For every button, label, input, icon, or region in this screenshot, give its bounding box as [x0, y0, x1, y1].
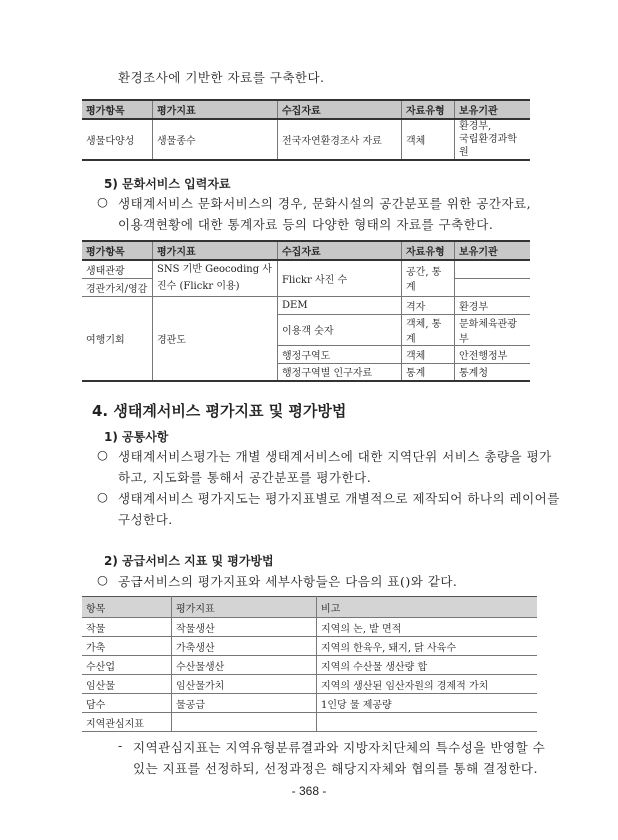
cell: 객체, 통계	[402, 314, 455, 345]
col-header: 보유기관	[455, 100, 531, 119]
cell: 지역의 수산물 생산량 합	[317, 656, 538, 675]
body-text: 하고, 지도화를 통해서 공간분포를 평가한다.	[118, 470, 372, 485]
body-text: 구성한다.	[118, 512, 173, 527]
table-row	[82, 637, 537, 656]
cell	[455, 119, 531, 160]
dash-mark: -	[118, 738, 123, 753]
cell-line: 국립환경과학원	[459, 134, 517, 158]
bullet-mark: ○	[97, 194, 109, 209]
cell: 작물생산	[172, 618, 317, 637]
cell: 공간, 통계	[402, 260, 455, 296]
cell: 통계	[402, 363, 455, 381]
cell: 문화체육관광부	[455, 314, 531, 345]
col-header: 수집자료	[278, 241, 402, 260]
cell: 지역의 논, 밭 면적	[317, 618, 538, 637]
cell: 객체	[402, 345, 455, 363]
note-text: 있는 지표를 선정하되, 선정과정은 해당지자체와 협의를 통해 결정한다.	[133, 761, 538, 776]
cell-line: 환경부,	[459, 121, 492, 132]
cell: 이용객 숫자	[278, 314, 402, 345]
cell: Flickr 사진 수	[278, 260, 402, 296]
cell	[317, 713, 538, 732]
page-number: - 368 -	[291, 784, 327, 798]
bullet-mark: ○	[97, 447, 109, 462]
table-header	[82, 100, 530, 119]
cell: 경관가치/영감	[82, 278, 153, 296]
body-text: 공급서비스의 평가지표와 세부사항들은 다음의 표()와 같다.	[118, 574, 458, 589]
col-header: 수집자료	[278, 100, 402, 119]
cell: 수산업	[82, 656, 172, 675]
table-row	[82, 675, 537, 694]
cell: 생태관광	[82, 260, 153, 278]
table-culture-data	[82, 240, 530, 382]
cell	[172, 713, 317, 732]
cell: 격자	[402, 296, 455, 314]
table-row	[82, 656, 537, 675]
cell: 여행기회	[82, 296, 153, 381]
cell: 임산물가치	[172, 675, 317, 694]
cell: 지역의 한육우, 돼지, 닭 사육수	[317, 637, 538, 656]
col-header: 평가지표	[153, 241, 278, 260]
chapter-heading: 4. 생태계서비스 평가지표 및 평가방법	[92, 402, 347, 420]
body-text: 생태계서비스 문화서비스의 경우, 문화시설의 공간분포를 위한 공간자료,	[118, 196, 532, 211]
cell: 행정구역도	[278, 345, 402, 363]
col-header: 평가항목	[82, 100, 153, 119]
cell: SNS 기반 Geocoding 사진수 (Flickr 이용)	[153, 260, 278, 296]
table-supply-indicators	[82, 596, 537, 732]
bullet-mark: ○	[97, 489, 109, 504]
intro-line: 환경조사에 기반한 자료를 구축한다.	[118, 70, 325, 85]
section-heading: 2) 공급서비스 지표 및 평가방법	[104, 554, 274, 568]
body-text: 생태계서비스 평가지도는 평가지표별로 개별적으로 제작되어 하나의 레이어를	[118, 491, 560, 506]
cell: 생물종수	[153, 119, 278, 160]
table-row	[82, 296, 530, 314]
cell: 수산물생산	[172, 656, 317, 675]
cell: 행정구역별 인구자료	[278, 363, 402, 381]
cell: 객체	[402, 119, 455, 160]
cell	[455, 260, 531, 278]
cell: 작물	[82, 618, 172, 637]
cell: 임산물	[82, 675, 172, 694]
cell	[455, 278, 531, 296]
cell: 지역의 생산된 임산자원의 경제적 가치	[317, 675, 538, 694]
cell: 가축생산	[172, 637, 317, 656]
cell: 1인당 물 제공량	[317, 694, 538, 713]
section-heading: 1) 공통사항	[104, 430, 169, 444]
col-header: 자료유형	[402, 241, 455, 260]
table-natural-data	[82, 99, 530, 161]
col-header: 평가지표	[153, 100, 278, 119]
note-text: 지역관심지표는 지역유형분류결과와 지방자치단체의 특수성을 반영할 수	[133, 740, 546, 755]
cell: 통계청	[455, 363, 531, 381]
table-header	[82, 597, 537, 618]
body-text: 이용객현황에 대한 통계자료 등의 다양한 형태의 자료를 구축한다.	[118, 217, 494, 232]
col-header: 자료유형	[402, 100, 455, 119]
table-row	[82, 260, 530, 278]
table-row	[82, 119, 530, 160]
cell: 환경부	[455, 296, 531, 314]
cell: DEM	[278, 296, 402, 314]
col-header: 비고	[317, 597, 538, 618]
col-header: 평가항목	[82, 241, 153, 260]
cell: 물공급	[172, 694, 317, 713]
bullet-mark: ○	[97, 572, 109, 587]
col-header: 보유기관	[455, 241, 531, 260]
table-row	[82, 618, 537, 637]
section-heading: 5) 문화서비스 입력자료	[104, 177, 231, 191]
table-row	[82, 694, 537, 713]
col-header: 항목	[82, 597, 172, 618]
table-row	[82, 713, 537, 732]
body-text: 생태계서비스평가는 개별 생태계서비스에 대한 지역단위 서비스 총량을 평가	[118, 449, 552, 464]
cell: 가축	[82, 637, 172, 656]
cell: 담수	[82, 694, 172, 713]
cell: 전국자연환경조사 자료	[278, 119, 402, 160]
cell: 경관도	[153, 296, 278, 381]
col-header: 평가지표	[172, 597, 317, 618]
cell: 안전행정부	[455, 345, 531, 363]
table-header	[82, 241, 530, 260]
cell: 생물다양성	[82, 119, 153, 160]
cell: 지역관심지표	[82, 713, 172, 732]
